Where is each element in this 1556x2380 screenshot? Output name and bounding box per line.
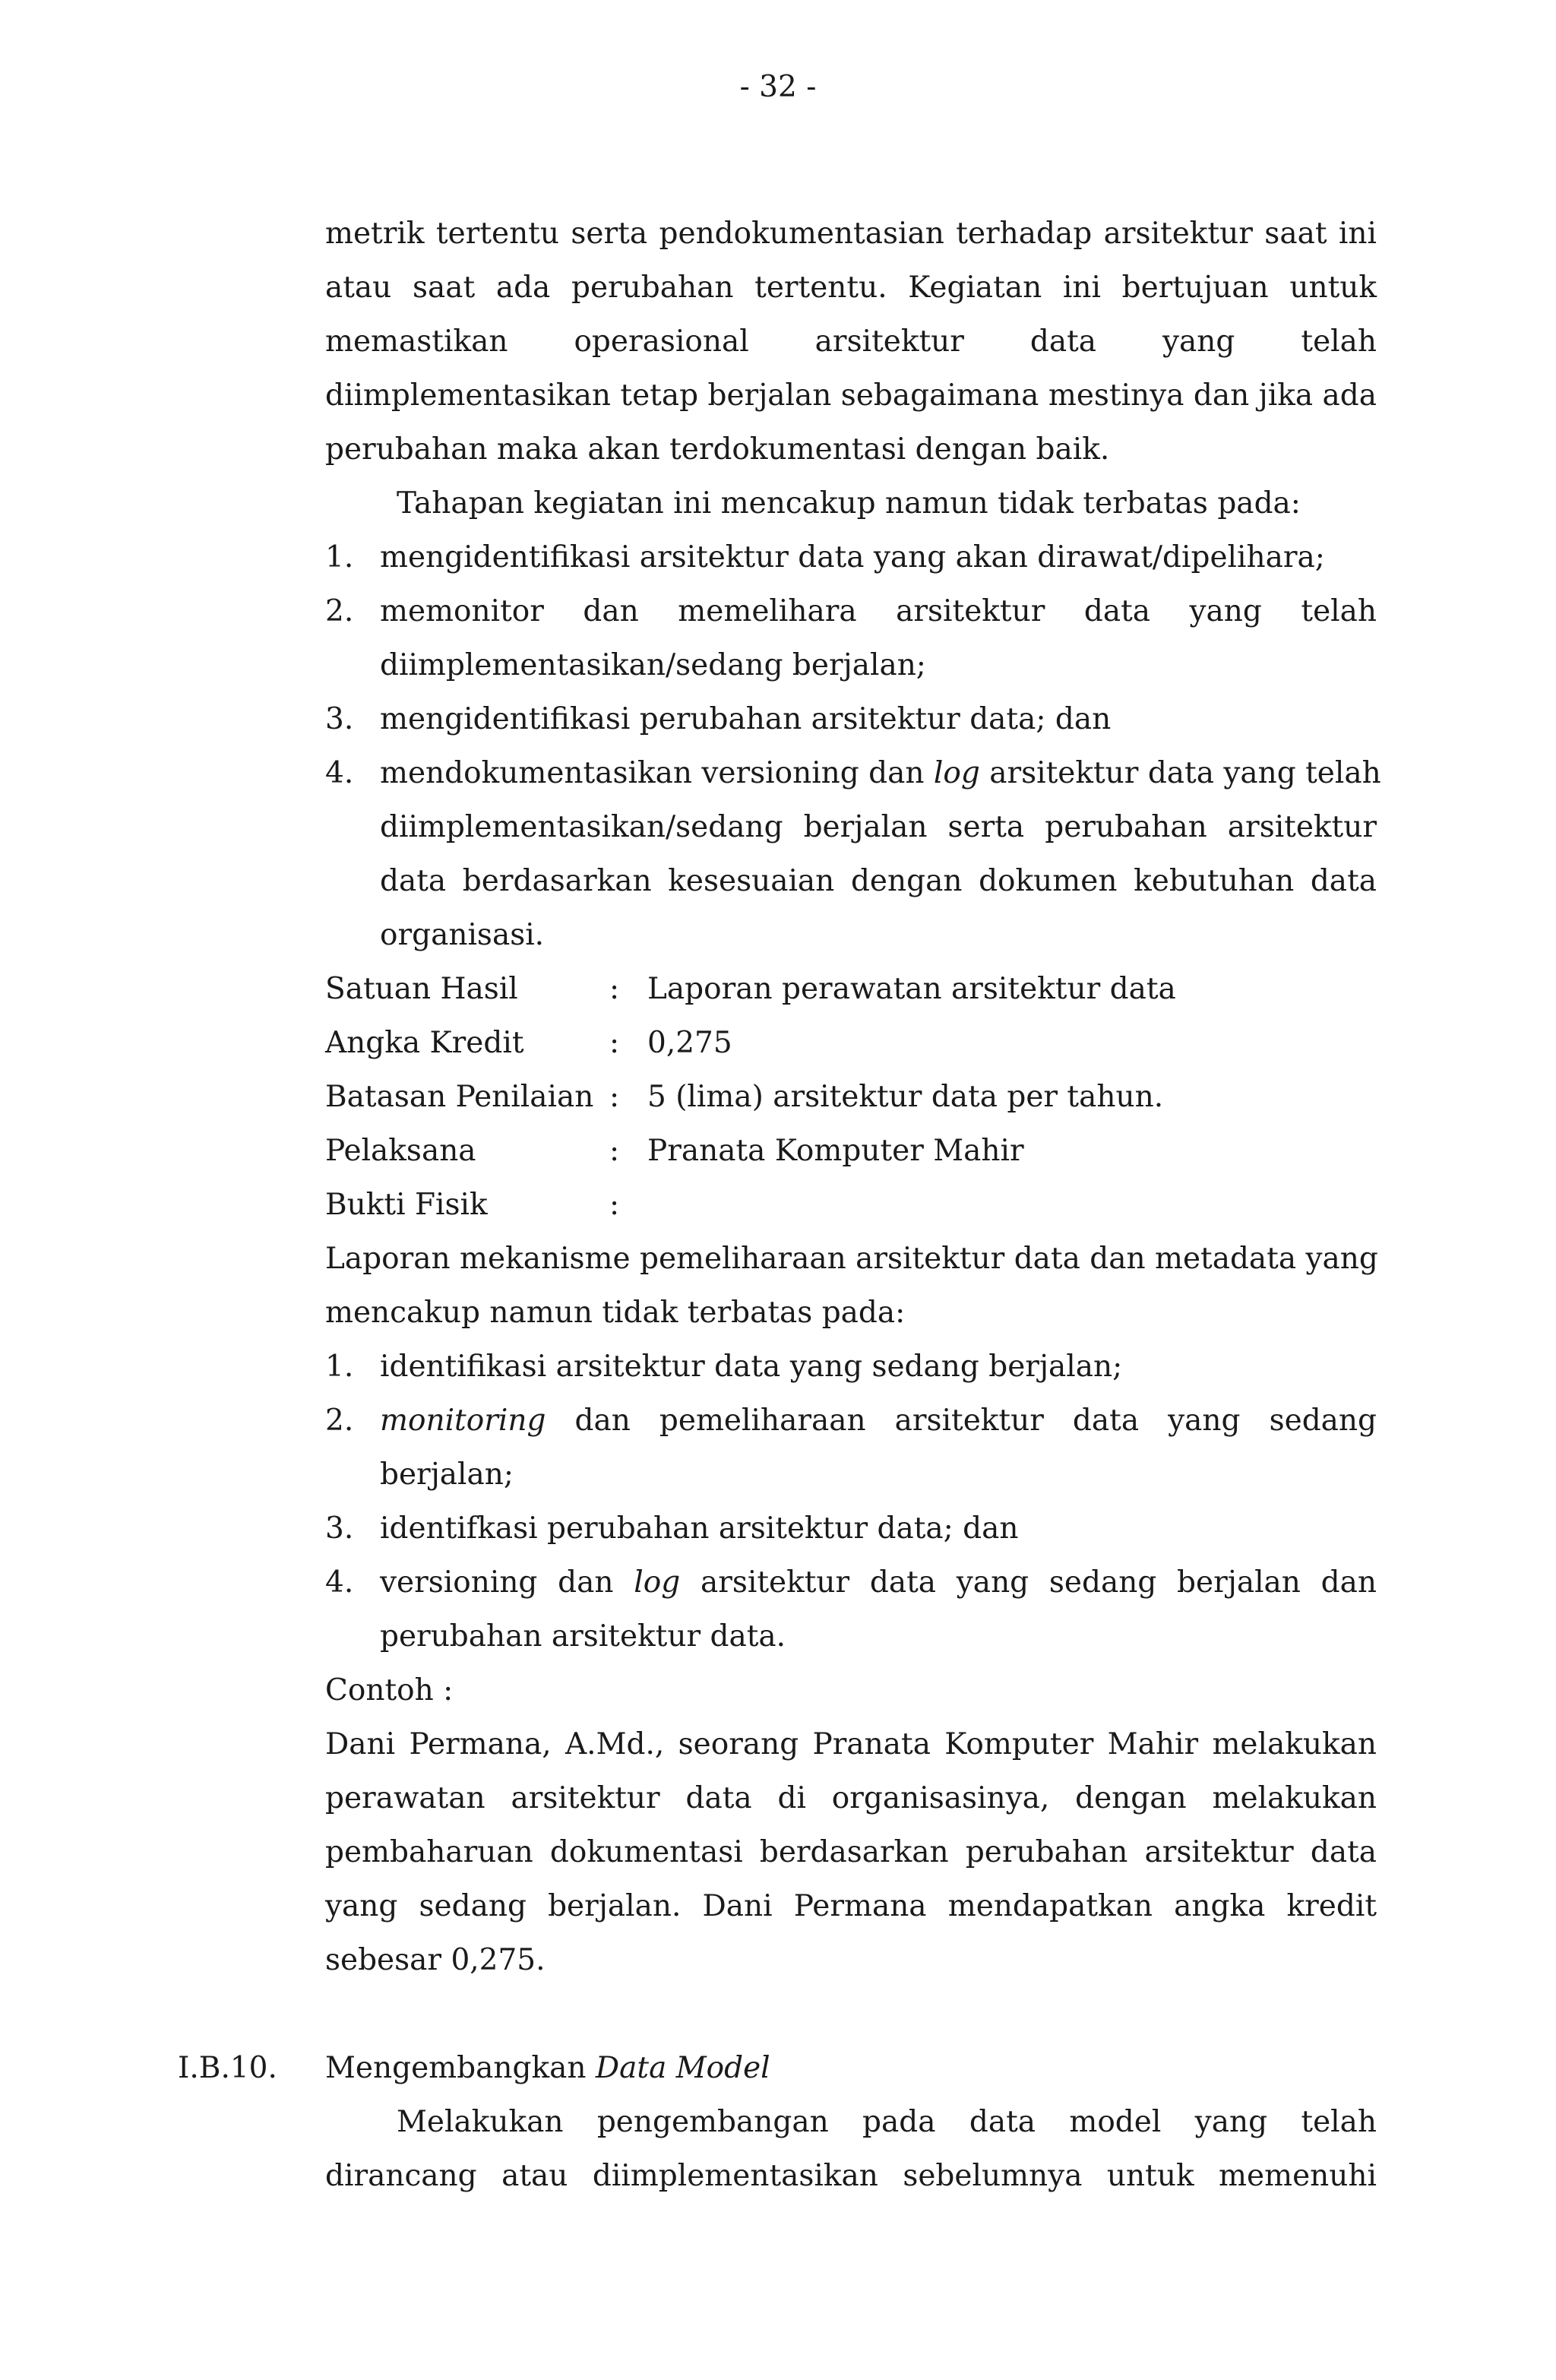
stages-heading: Tahapan kegiatan ini mencakup namun tidak terbatas pada:: [397, 486, 1301, 521]
detail-row: [325, 962, 1377, 1016]
text-fragment: mendokumentasikan versioning dan: [380, 756, 925, 790]
detail-colon: :: [609, 1134, 620, 1168]
detail-key: Angka Kredit: [325, 1026, 524, 1060]
list-continuation: berjalan;: [380, 1457, 514, 1492]
list-number: 1.: [325, 1350, 354, 1384]
list-number: 1.: [325, 540, 354, 574]
list-continuation: diimplementasikan/sedang berjalan serta perubahan arsitektur: [380, 810, 1377, 844]
list-item: [325, 746, 1381, 800]
section-line: dirancang atau diimplementasikan sebelumnya untuk memenuhi: [325, 2159, 1377, 2193]
text-fragment: versioning dan: [380, 1565, 614, 1600]
detail-row: [325, 1070, 1377, 1124]
emphasis-text: Data Model: [595, 2051, 770, 2085]
text-fragment: arsitektur data yang sedang berjalan dan: [700, 1565, 1377, 1600]
list-continuation: organisasi.: [380, 918, 545, 952]
example-line: perawatan arsitektur data di organisasinya, dengan melakukan: [325, 1781, 1377, 1815]
document-body: [178, 207, 1381, 2203]
detail-row: [325, 1124, 1377, 1178]
list-number: 3.: [325, 1511, 354, 1546]
emphasis-text: monitoring: [380, 1404, 546, 1438]
list-text: [380, 1556, 1377, 1609]
detail-key: Pelaksana: [325, 1134, 476, 1168]
example-line: pembaharuan dokumentasi berdasarkan perubahan arsitektur data: [325, 1835, 1377, 1869]
list-text: [380, 746, 1381, 800]
list-text: memonitor dan memelihara arsitektur data yang telah: [380, 594, 1377, 628]
detail-colon: :: [609, 1188, 620, 1222]
list-number: 2.: [325, 594, 354, 628]
detail-value: Laporan perawatan arsitektur data: [647, 972, 1176, 1006]
detail-row: [325, 1178, 1377, 1232]
section-heading: [178, 2041, 1377, 2095]
list-item: [325, 1340, 1377, 1394]
detail-colon: :: [609, 972, 620, 1006]
text-fragment: Mengembangkan: [325, 2051, 587, 2085]
intro-line: metrik tertentu serta pendokumentasian terhadap arsitektur saat ini: [325, 217, 1377, 251]
example-line: sebesar 0,275.: [325, 1943, 546, 1977]
list-text: identifkasi perubahan arsitektur data; dan: [380, 1511, 1019, 1546]
section-title: [325, 2041, 1377, 2095]
detail-colon: :: [609, 1080, 620, 1114]
list-item: [325, 1502, 1377, 1556]
emphasis-text: log: [634, 1565, 681, 1600]
detail-key: Satuan Hasil: [325, 972, 518, 1006]
list-item: [325, 1556, 1377, 1609]
detail-colon: :: [609, 1026, 620, 1060]
list-continuation: data berdasarkan kesesuaian dengan dokumen kebutuhan data: [380, 864, 1377, 898]
text-fragment: arsitektur data yang telah: [989, 756, 1381, 790]
list-number: 4.: [325, 1565, 354, 1600]
list-item: [325, 530, 1377, 584]
spacer: [325, 1987, 1377, 2041]
section-number: I.B.10.: [178, 2051, 277, 2085]
example-label: Contoh :: [325, 1673, 454, 1707]
intro-line: diimplementasikan tetap berjalan sebagaimana mestinya dan jika ada: [325, 378, 1377, 413]
intro-line: memastikan operasional arsitektur data yang telah: [325, 324, 1377, 359]
list-text: identifikasi arsitektur data yang sedang berjalan;: [380, 1350, 1123, 1384]
list-item: [325, 584, 1377, 638]
detail-value: 0,275: [647, 1026, 732, 1060]
list-number: 2.: [325, 1404, 354, 1438]
list-item: [325, 1394, 1377, 1448]
detail-row: [325, 1016, 1377, 1070]
example-line: yang sedang berjalan. Dani Permana mendapatkan angka kredit: [325, 1889, 1377, 1923]
page-number: - 32 -: [739, 70, 817, 104]
list-number: 3.: [325, 702, 354, 736]
list-item: [325, 692, 1377, 746]
detail-key: Batasan Penilaian: [325, 1080, 594, 1114]
detail-key: Bukti Fisik: [325, 1188, 488, 1222]
intro-line: perubahan maka akan terdokumentasi dengan baik.: [325, 432, 1110, 467]
detail-value: 5 (lima) arsitektur data per tahun.: [647, 1080, 1164, 1114]
list-number: 4.: [325, 756, 354, 790]
list-text: mengidentifikasi arsitektur data yang akan dirawat/dipelihara;: [380, 540, 1325, 574]
evidence-line: Laporan mekanisme pemeliharaan arsitektur data dan metadata yang: [325, 1242, 1378, 1276]
intro-line: atau saat ada perubahan tertentu. Kegiatan ini bertujuan untuk: [325, 271, 1377, 305]
list-continuation: diimplementasikan/sedang berjalan;: [380, 648, 926, 682]
list-text: [380, 1394, 1377, 1448]
section-line: Melakukan pengembangan pada data model yang telah: [397, 2105, 1377, 2139]
emphasis-text: log: [933, 756, 980, 790]
list-continuation: perubahan arsitektur data.: [380, 1619, 786, 1654]
list-text: mengidentifikasi perubahan arsitektur data; dan: [380, 702, 1112, 736]
evidence-line: mencakup namun tidak terbatas pada:: [325, 1296, 906, 1330]
text-fragment: dan pemeliharaan arsitektur data yang sedang: [574, 1404, 1377, 1438]
example-line: Dani Permana, A.Md., seorang Pranata Komputer Mahir melakukan: [325, 1727, 1377, 1761]
detail-value: Pranata Komputer Mahir: [647, 1134, 1024, 1168]
detail-value: [647, 1178, 1377, 1232]
